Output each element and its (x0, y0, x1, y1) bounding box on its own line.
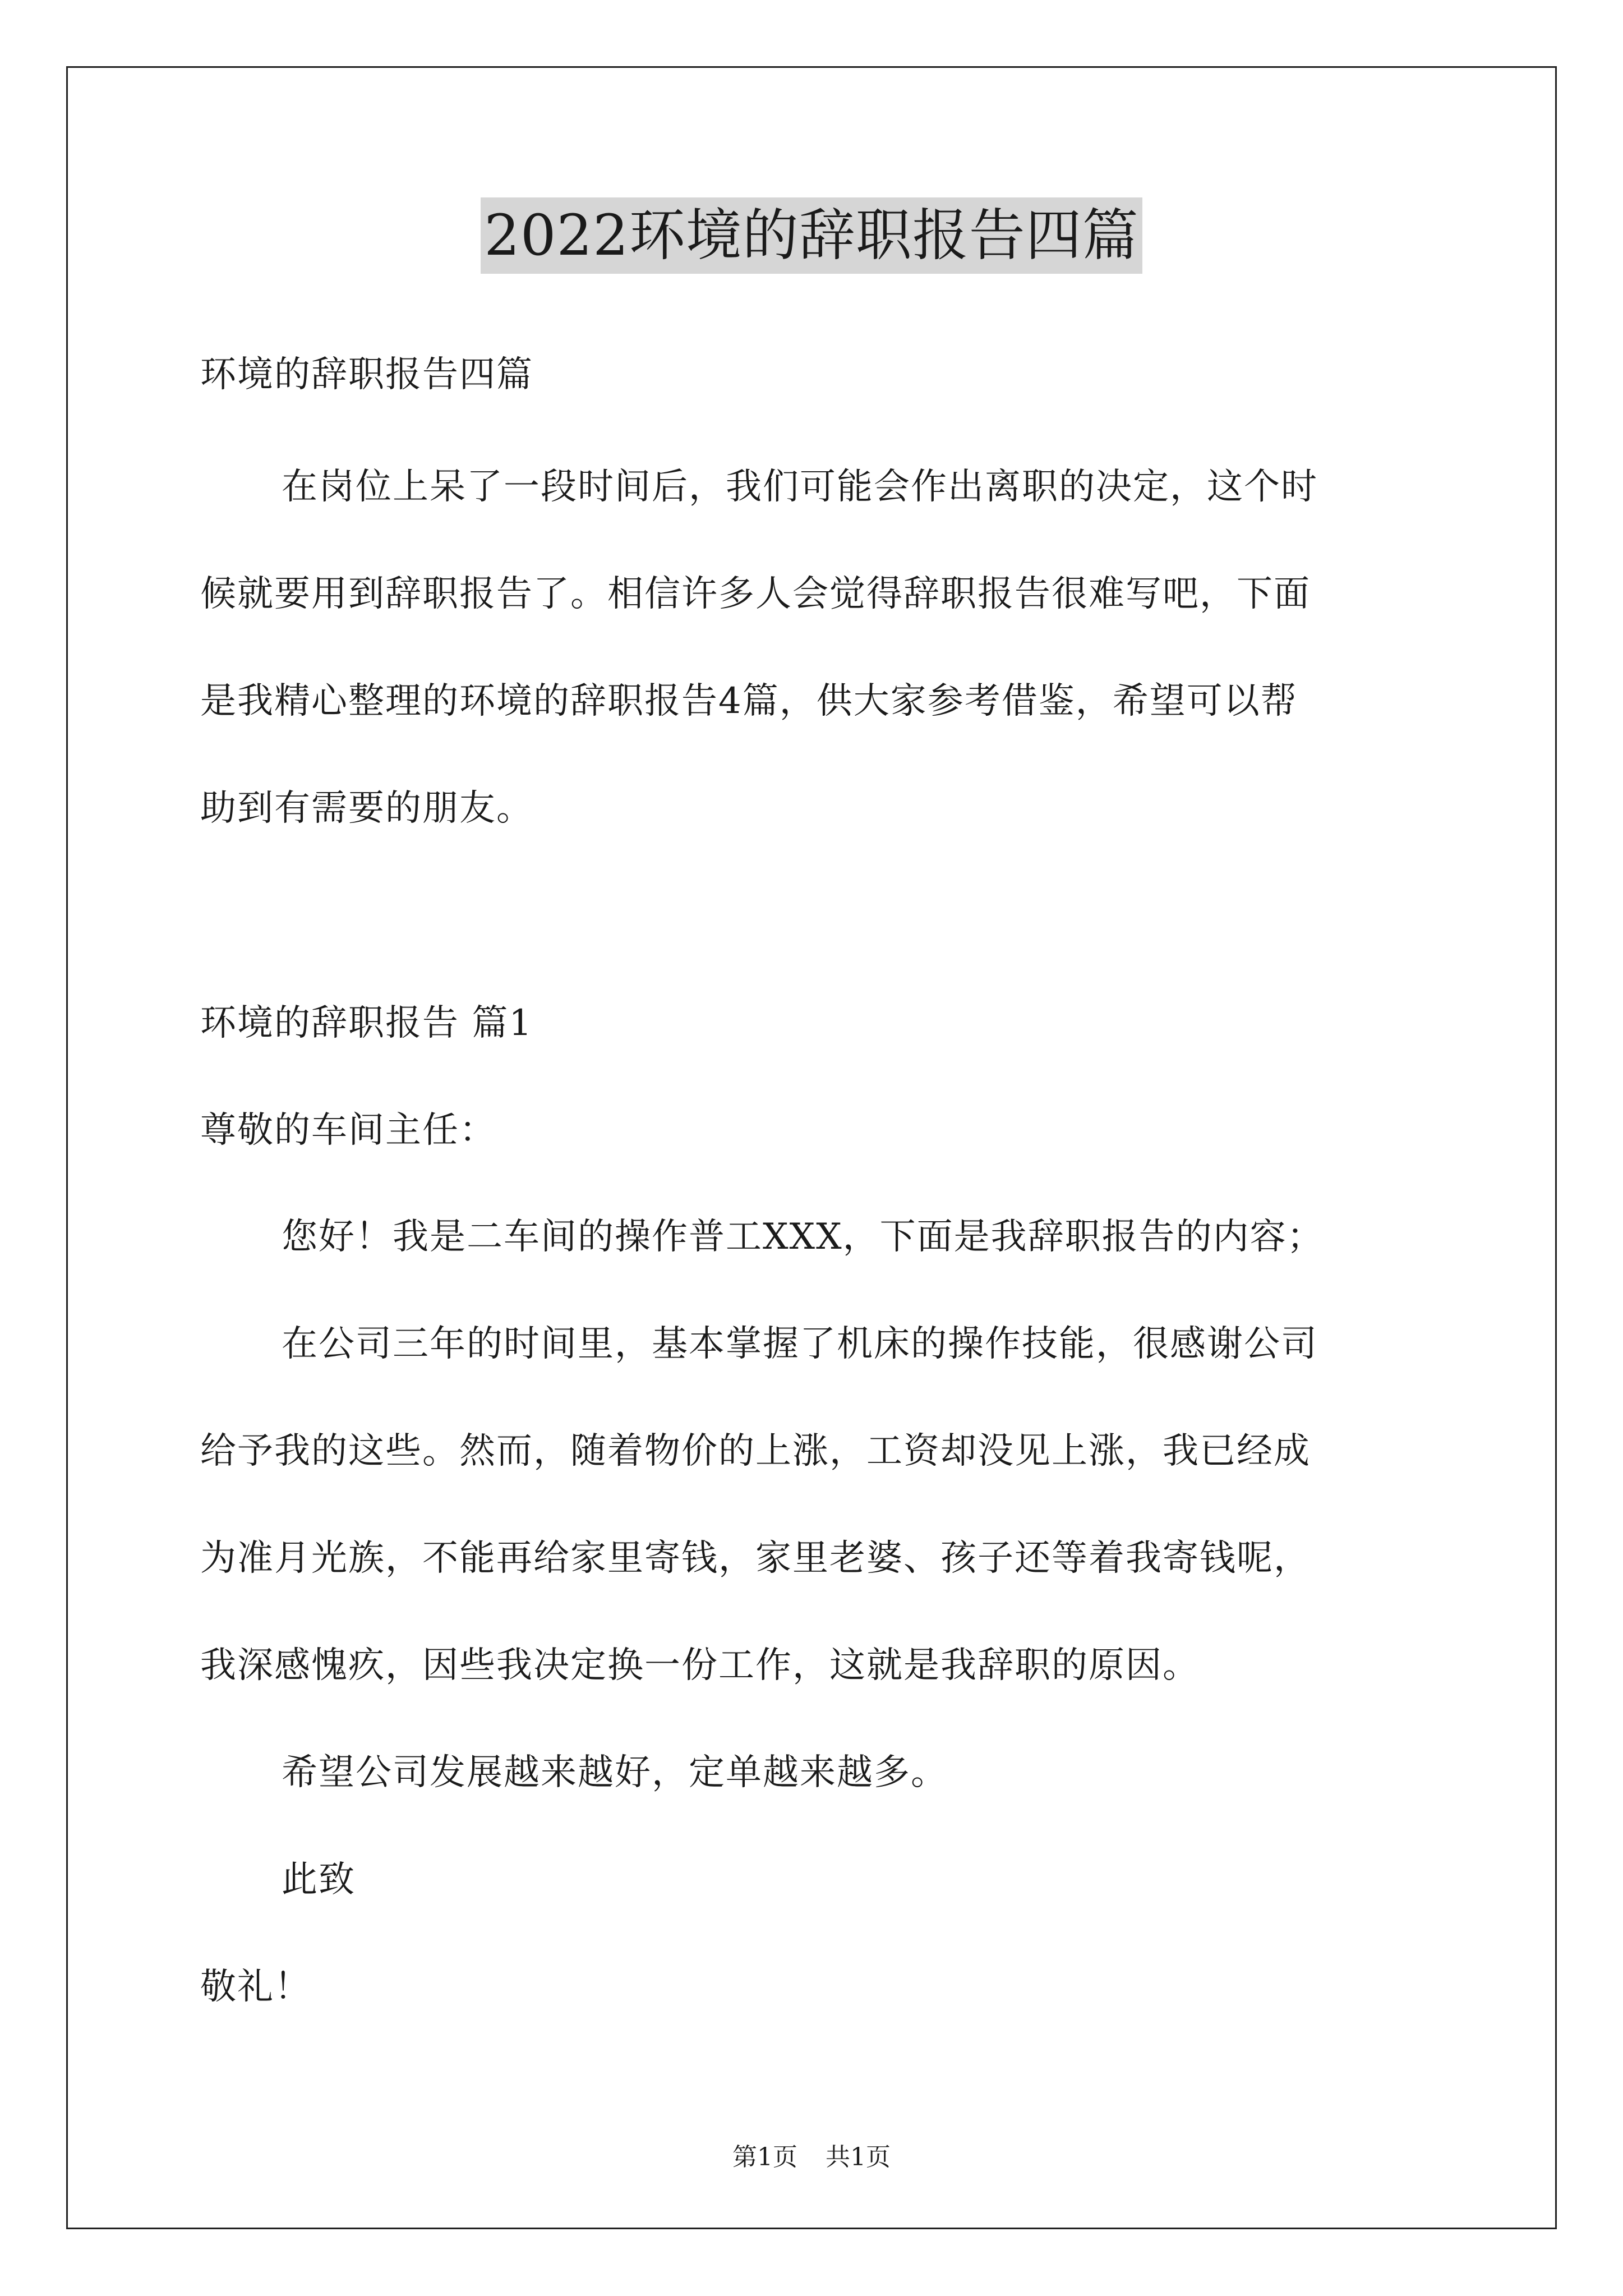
page-number-total: 共1页 (826, 2143, 891, 2171)
page-footer (0, 2142, 1623, 2173)
intro-line-2: 候就要用到辞职报告了。相信许多人会觉得辞职报告很难写吧，下面 (200, 573, 1311, 615)
body-line-1: 在公司三年的时间里，基本掌握了机床的操作技能，很感谢公司 (282, 1323, 1318, 1365)
page-number-current: 第1页 (732, 2143, 797, 2171)
body-line-4: 我深感愧疚，因些我决定换一份工作，这就是我辞职的原因。 (200, 1645, 1200, 1686)
salutation: 尊敬的车间主任： (200, 1110, 496, 1151)
section-heading: 环境的辞职报告 篇1 (200, 1002, 533, 1044)
title-container (0, 197, 1623, 274)
wish-line: 希望公司发展越来越好，定单越来越多。 (282, 1752, 948, 1793)
closing-jing-li: 敬礼！ (200, 1966, 311, 2008)
body-line-3: 为准月光族，不能再给家里寄钱，家里老婆、孩子还等着我寄钱呢， (200, 1538, 1311, 1579)
greeting-line: 您好！我是二车间的操作普工XXX，下面是我辞职报告的内容； (282, 1216, 1324, 1258)
intro-line-4: 助到有需要的朋友。 (200, 788, 533, 829)
body-line-2: 给予我的这些。然而，随着物价的上涨，工资却没见上涨，我已经成 (200, 1430, 1311, 1472)
document-title: 2022环境的辞职报告四篇 (481, 197, 1142, 274)
closing-ci-zhi: 此致 (282, 1859, 356, 1901)
intro-line-3: 是我精心整理的环境的辞职报告4篇，供大家参考借鉴，希望可以帮 (200, 680, 1298, 722)
document-subtitle: 环境的辞职报告四篇 (200, 354, 533, 395)
intro-line-1: 在岗位上呆了一段时间后，我们可能会作出离职的决定，这个时 (282, 466, 1318, 508)
